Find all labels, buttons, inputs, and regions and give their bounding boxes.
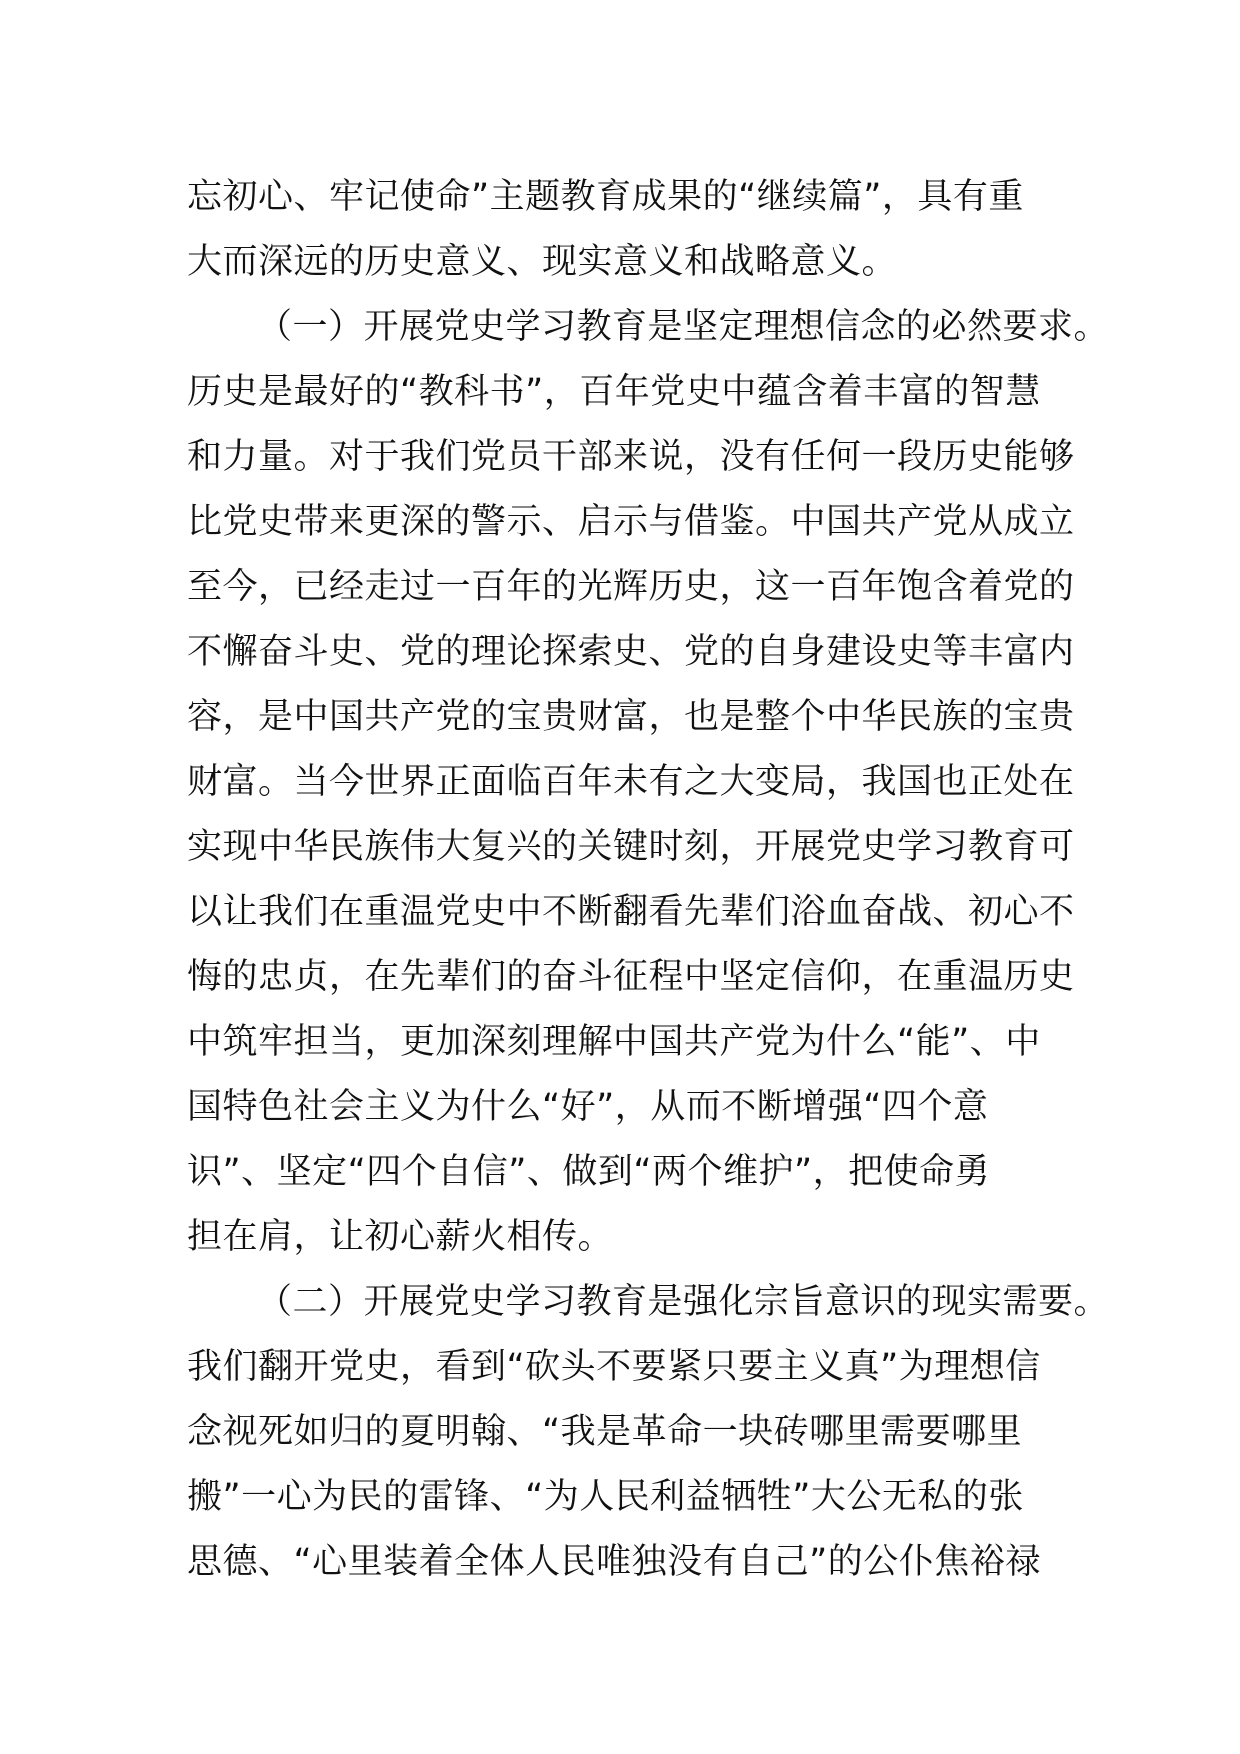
text-line: 不懈奋斗史、党的理论探索史、党的自身建设史等丰富内 xyxy=(187,632,1075,672)
text-line: 历史是最好的“教科书”，百年党史中蕴含着丰富的智慧 xyxy=(187,372,1041,412)
text-line: 容，是中国共产党的宝贵财富，也是整个中华民族的宝贵 xyxy=(187,697,1075,737)
text-line: 国特色社会主义为什么“好”，从而不断增强“四个意 xyxy=(187,1087,989,1127)
text-line: 中筑牢担当，更加深刻理解中国共产党为什么“能”、中 xyxy=(187,1022,1041,1062)
text-line: 识”、坚定“四个自信”、做到“两个维护”，把使命勇 xyxy=(187,1152,991,1192)
text-line: 大而深远的历史意义、现实意义和战略意义。 xyxy=(187,242,898,282)
text-line: 忘初心、牢记使命”主题教育成果的“继续篇”，具有重 xyxy=(187,177,1024,217)
text-line: 财富。当今世界正面临百年未有之大变局，我国也正处在 xyxy=(187,762,1075,802)
text-line: 和力量。对于我们党员干部来说，没有任何一段历史能够 xyxy=(187,437,1075,477)
text-line: 至今，已经走过一百年的光辉历史，这一百年饱含着党的 xyxy=(187,567,1075,607)
document-body xyxy=(187,165,1110,1595)
text-line: 搬”一心为民的雷锋、“为人民利益牺牲”大公无私的张 xyxy=(187,1477,1024,1517)
text-line: 念视死如归的夏明翰、“我是革命一块砖哪里需要哪里 xyxy=(187,1412,1023,1452)
text-line: 思德、“心里装着全体人民唯独没有自己”的公仆焦裕禄 xyxy=(187,1542,1041,1582)
text-line: 实现中华民族伟大复兴的关键时刻，开展党史学习教育可 xyxy=(187,827,1075,867)
text-line: 担在肩，让初心薪火相传。 xyxy=(187,1217,614,1257)
text-line: 我们翻开党史，看到“砍头不要紧只要主义真”为理想信 xyxy=(187,1347,1041,1387)
text-line: 比党史带来更深的警示、启示与借鉴。中国共产党从成立 xyxy=(187,502,1075,542)
section-heading-1: （一）开展党史学习教育是坚定理想信念的必然要求。 xyxy=(257,307,1110,347)
text-line: 悔的忠贞，在先辈们的奋斗征程中坚定信仰，在重温历史 xyxy=(187,957,1075,997)
section-heading-2: （二）开展党史学习教育是强化宗旨意识的现实需要。 xyxy=(257,1282,1110,1322)
text-line: 以让我们在重温党史中不断翻看先辈们浴血奋战、初心不 xyxy=(187,892,1075,932)
